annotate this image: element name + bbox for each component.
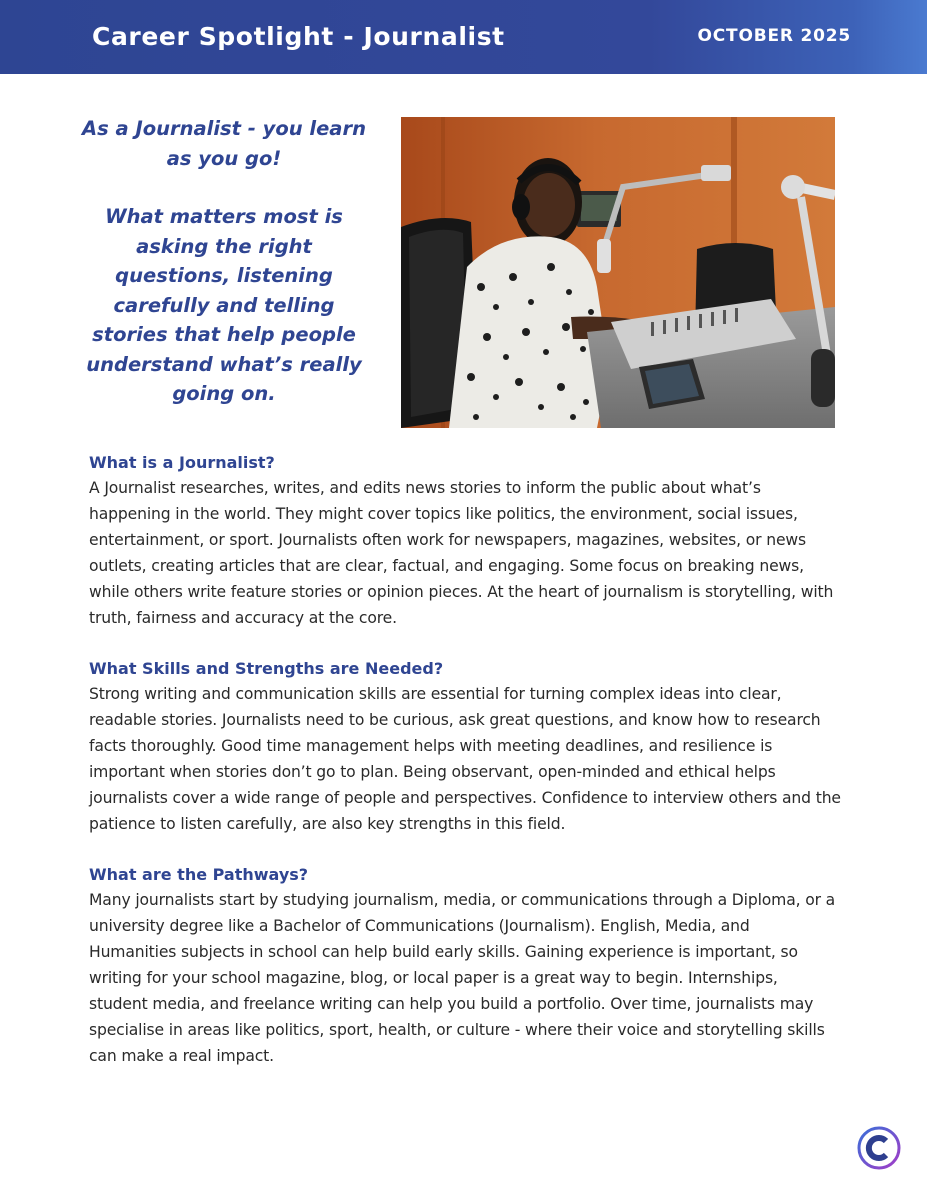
article-content (89, 451, 841, 1095)
pull-quote-line-1: As a Journalist - you learn as you go! (82, 117, 366, 170)
page-title: Career Spotlight - Journalist (92, 22, 505, 51)
page-header (0, 0, 927, 74)
section-heading: What Skills and Strengths are Needed? (89, 659, 444, 678)
section-body: A Journalist researches, writes, and edits news stories to inform the public about what’s happening in the world. They might cover topics like politics, the environment, social issues, entertainment, or sport. Journalists often work for newspapers, magazines, websites, or news outlets, creating articles that are clear, factual, and engaging. Some focus on breaking news, while others write feature stories or opinion pieces. At the heart of journalism is storytelling, with truth, fairness and accuracy at the core. (89, 479, 834, 627)
section-pathways (89, 863, 841, 1069)
issue-date: OCTOBER 2025 (697, 26, 851, 46)
c-logo-icon (857, 1126, 901, 1170)
section-what-is-a-journalist (89, 451, 841, 631)
section-body: Many journalists start by studying journalism, media, or communications through a Diploma, or a university degree like a Bachelor of Communications (Journalism). English, Media, and Humanities subjects in school can help build early skills. Gaining experience is important, so writing for your school magazine, blog, or local paper is a great way to begin. Internships, student media, and freelance writing can help you build a portfolio. Over time, journalists may specialise in areas like politics, sport, health, or culture - where their voice and storytelling skills can make a real impact. (89, 891, 836, 1065)
pull-quote-line-2: What matters most is asking the right questions, listening carefully and telling stories that help people understand what’s really going on. (86, 205, 362, 405)
journalist-radio-studio-photo (401, 117, 835, 428)
section-body: Strong writing and communication skills are essential for turning complex ideas into clear, readable stories. Journalists need to be curious, ask great questions, and know how to research facts thoroughly. Good time management helps with meeting deadlines, and resilience is important when stories don’t go to plan. Being observant, open-minded and ethical helps journalists cover a wide range of people and perspectives. Confidence to interview others and the patience to listen carefully, are also key strengths in this field. (89, 685, 841, 833)
section-heading: What is a Journalist? (89, 453, 275, 472)
section-skills-and-strengths (89, 657, 841, 837)
section-heading: What are the Pathways? (89, 865, 309, 884)
pull-quote (78, 114, 370, 409)
